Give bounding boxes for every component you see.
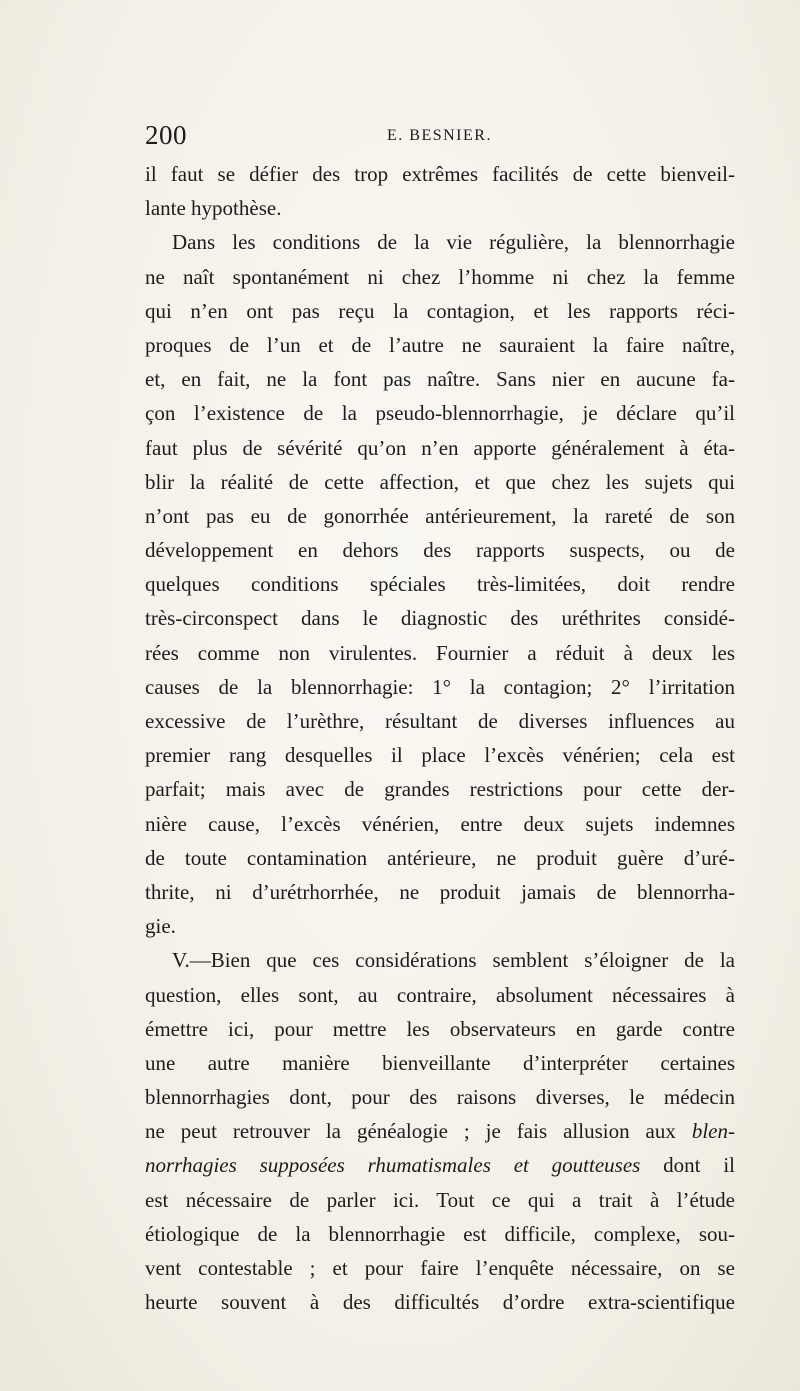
body-text bbox=[145, 157, 735, 1319]
text-line: développement en dehors des rapports suspects, ou de bbox=[145, 538, 735, 563]
text-line: excessive de l’urèthre, résultant de diverses influences au bbox=[145, 709, 735, 733]
text-line: premier rang desquelles il place l’excès vénérien; cela est bbox=[145, 743, 735, 768]
text-line: n’ont pas eu de gonorrhée antérieurement, la rareté de son bbox=[145, 503, 735, 528]
text-line: blennorrhagies dont, pour des raisons diverses, le médecin bbox=[145, 1085, 735, 1110]
text-line: çon l’existence de la pseudo-blennorrhagie, je déclare qu’il bbox=[145, 401, 735, 426]
text-line: ne naît spontanément ni chez l’homme ni chez la femme bbox=[145, 264, 735, 289]
text-line: émettre ici, pour mettre les observateurs en garde contre bbox=[145, 1016, 735, 1041]
text-line: thrite, ni d’urétrhorrhée, ne produit jamais de blennorrha- bbox=[145, 879, 735, 904]
text-line: blir la réalité de cette affection, et que chez les sujets qui bbox=[145, 469, 735, 494]
text-line: causes de la blennorrhagie: 1° la contagion; 2° l’irritation bbox=[145, 674, 735, 699]
text-line: nière cause, l’excès vénérien, entre deux sujets indemnes bbox=[145, 811, 735, 836]
page-header bbox=[145, 120, 735, 154]
text-line: qui n’en ont pas reçu la contagion, et les rapports réci- bbox=[145, 298, 735, 323]
text-line: vent contestable ; et pour faire l’enquête nécessaire, on se bbox=[145, 1256, 735, 1280]
text-line: étiologique de la blennorrhagie est difficile, complexe, sou- bbox=[145, 1221, 735, 1246]
text-segment: dont il bbox=[663, 1153, 735, 1178]
paragraph-first-line: Dans les conditions de la vie régulière, la blennorrhagie bbox=[172, 230, 735, 255]
text-line: très-circonspect dans le diagnostic des uréthrites considé- bbox=[145, 606, 735, 631]
text-line: et, en fait, ne la font pas naître. Sans nier en aucune fa- bbox=[145, 367, 735, 392]
text-line: proques de l’un et de l’autre ne sauraient la faire naître, bbox=[145, 332, 735, 357]
text-line: faut plus de sévérité qu’on n’en apporte généralement à éta- bbox=[145, 435, 735, 460]
italic-text: norrhagies supposées rhumatismales et goutteuses bbox=[145, 1153, 641, 1178]
text-line: lante hypothèse. bbox=[145, 196, 282, 221]
text-line: parfait; mais avec de grandes restrictions pour cette der- bbox=[145, 777, 735, 802]
page-number: 200 bbox=[145, 120, 187, 150]
text-line: une autre manière bienveillante d’interpréter certaines bbox=[145, 1050, 735, 1075]
text-segment: ne peut retrouver la généalogie ; je fais allusion aux bbox=[145, 1119, 676, 1144]
text-line: rées comme non virulentes. Fournier a réduit à deux les bbox=[145, 640, 735, 665]
paragraph-first-line: V.—Bien que ces considérations semblent s’éloigner de la bbox=[172, 948, 735, 973]
text-line: question, elles sont, au contraire, absolument nécessaires à bbox=[145, 982, 735, 1007]
text-line bbox=[145, 1114, 735, 1148]
running-head: E. BESNIER. bbox=[387, 127, 492, 144]
text-line bbox=[145, 1148, 735, 1182]
italic-text: blen- bbox=[691, 1119, 735, 1144]
text-line: il faut se défier des trop extrêmes facilités de cette bienveil- bbox=[145, 162, 735, 186]
text-line: heurte souvent à des difficultés d’ordre extra-scientifique bbox=[145, 1290, 735, 1315]
text-line: quelques conditions spéciales très-limitées, doit rendre bbox=[145, 572, 735, 597]
text-line: de toute contamination antérieure, ne produit guère d’uré- bbox=[145, 845, 735, 870]
text-line: gie. bbox=[145, 914, 176, 939]
text-line: est nécessaire de parler ici. Tout ce qui a trait à l’étude bbox=[145, 1187, 735, 1212]
